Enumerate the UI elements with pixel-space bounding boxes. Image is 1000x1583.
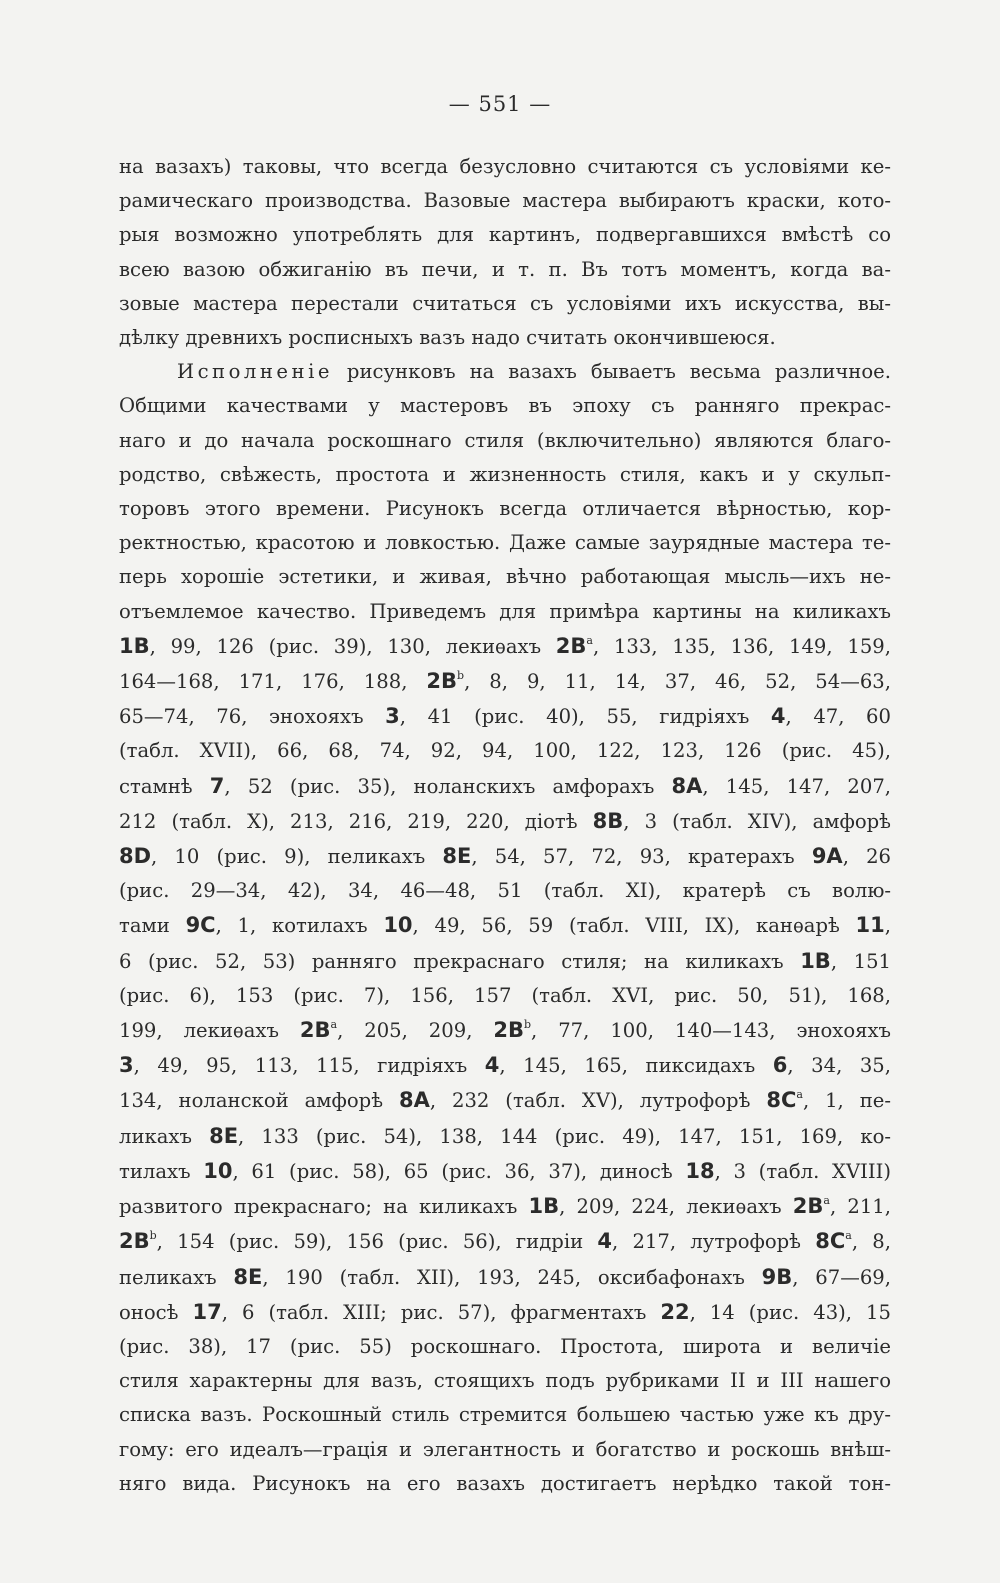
text-line: $2B^b$, 154 (рис. 59), 156 (рис. 56), гидріи 4, 217, лутрофорѣ $8C^a$, 8, [119,1229,892,1254]
text-line: 1B, 99, 126 (рис. 39), 130, лекиѳахъ $2B^a$, 133, 135, 136, 149, 159, [119,633,891,658]
text-line: 199, лекиѳахъ $2B^a$, 205, 209, $2B^b$, 77, 100, 140—143, энохояхъ [119,1018,891,1043]
text-line: всею вазою обжиганію въ печи, и т. п. Въ тотъ моментъ, когда ва- [119,257,891,281]
text-line: гому: его идеалъ—грація и элегантность и богатство и роскошь внѣш- [119,1437,891,1461]
text-line: 8D, 10 (рис. 9), пеликахъ 8E, 54, 57, 72, 93, кратерахъ 9A, 26 [119,844,892,869]
page-number: — 551 — [448,92,552,116]
text-line: 65—74, 76, энохояхъ 3, 41 (рис. 40), 55, гидріяхъ 4, 47, 60 [119,704,891,729]
text-line: (табл. XVII), 66, 68, 74, 92, 94, 100, 122, 123, 126 (рис. 45), [119,739,891,763]
text-line: ликахъ 8E, 133 (рис. 54), 138, 144 (рис. 49), 147, 151, 169, ко- [119,1123,891,1148]
text-line: стамнѣ 7, 52 (рис. 35), ноланскихъ амфорахъ 8A, 145, 147, 207, [119,773,892,798]
text-line: 134, ноланской амфорѣ 8A, 232 (табл. XV), лутрофорѣ $8C^a$, 1, пе- [119,1088,891,1113]
text-line: оносѣ 17, 6 (табл. XIII; рис. 57), фрагментахъ 22, 14 (рис. 43), 15 [119,1299,891,1324]
body-text [119,150,891,1501]
text-line: стиля характерны для вазъ, стоящихъ подъ рубриками II и III нашего [119,1369,891,1393]
text-line: отъемлемое качество. Приведемъ для примѣра картины на киликахъ [119,599,891,623]
text-line: (рис. 29—34, 42), 34, 46—48, 51 (табл. XI), кратерѣ съ волю- [119,879,891,903]
text-line: няго вида. Рисунокъ на его вазахъ достигаетъ нерѣдко такой тон- [119,1471,891,1495]
text-line: 212 (табл. X), 213, 216, 219, 220, діотѣ 8B, 3 (табл. XIV), амфорѣ [119,808,891,833]
text-line: рыя возможно употреблять для картинъ, подвергавшихся вмѣстѣ со [119,223,891,247]
text-line: перь хорошіе эстетики, и живая, вѣчно работающая мысль—ихъ не- [119,565,891,589]
text-line: 164—168, 171, 176, 188, $2B^b$, 8, 9, 11, 14, 37, 46, 52, 54—63, [119,669,891,694]
text-line: рамическаго производства. Вазовые мастера выбираютъ краски, кото- [119,189,891,213]
text-line: тилахъ 10, 61 (рис. 58), 65 (рис. 36, 37), диносѣ 18, 3 (табл. XVIII) [119,1158,891,1183]
text-line: торовъ этого времени. Рисунокъ всегда отличается вѣрностью, кор- [119,497,891,521]
text-line: развитого прекраснаго; на киликахъ 1B, 209, 224, лекиѳахъ $2B^a$, 211, [119,1194,892,1219]
text-line: зовые мастера перестали считаться съ условіями ихъ искусства, вы- [119,291,891,315]
text-line: наго и до начала роскошнаго стиля (включительно) являются благо- [119,428,891,452]
text-line: 6 (рис. 52, 53) ранняго прекраснаго стиля; на киликахъ 1B, 151 [119,948,891,973]
text-line: списка вазъ. Роскошный стиль стремится большею частью уже къ дру- [119,1403,891,1427]
text-line: 3, 49, 95, 113, 115, гидріяхъ 4, 145, 165, пиксидахъ 6, 34, 35, [119,1053,891,1078]
text-line: ректностью, красотою и ловкостью. Даже самые заурядные мастера те- [119,531,891,555]
text-line: тами 9C, 1, котилахъ 10, 49, 56, 59 (табл. VIII, IX), канѳарѣ 11, [119,913,891,938]
text-line: дѣлку древнихъ росписныхъ вазъ надо считать окончившеюся. [119,326,776,350]
text-line: Общими качествами у мастеровъ въ эпоху съ ранняго прекрас- [119,394,891,418]
text-line: на вазахъ) таковы, что всегда безусловно считаются съ условіями ке- [119,155,891,178]
text-line: (рис. 6), 153 (рис. 7), 156, 157 (табл. XVI, рис. 50, 51), 168, [119,983,891,1007]
text-line: родство, свѣжесть, простота и жизненность стиля, какъ и у скульп- [119,462,891,486]
text-line: Исполненіе рисунковъ на вазахъ бываетъ весьма различное. [177,360,891,384]
text-line: (рис. 38), 17 (рис. 55) роскошнаго. Простота, широта и величіе [119,1334,891,1358]
text-line: пеликахъ 8E, 190 (табл. XII), 193, 245, оксибафонахъ 9B, 67—69, [119,1264,891,1289]
